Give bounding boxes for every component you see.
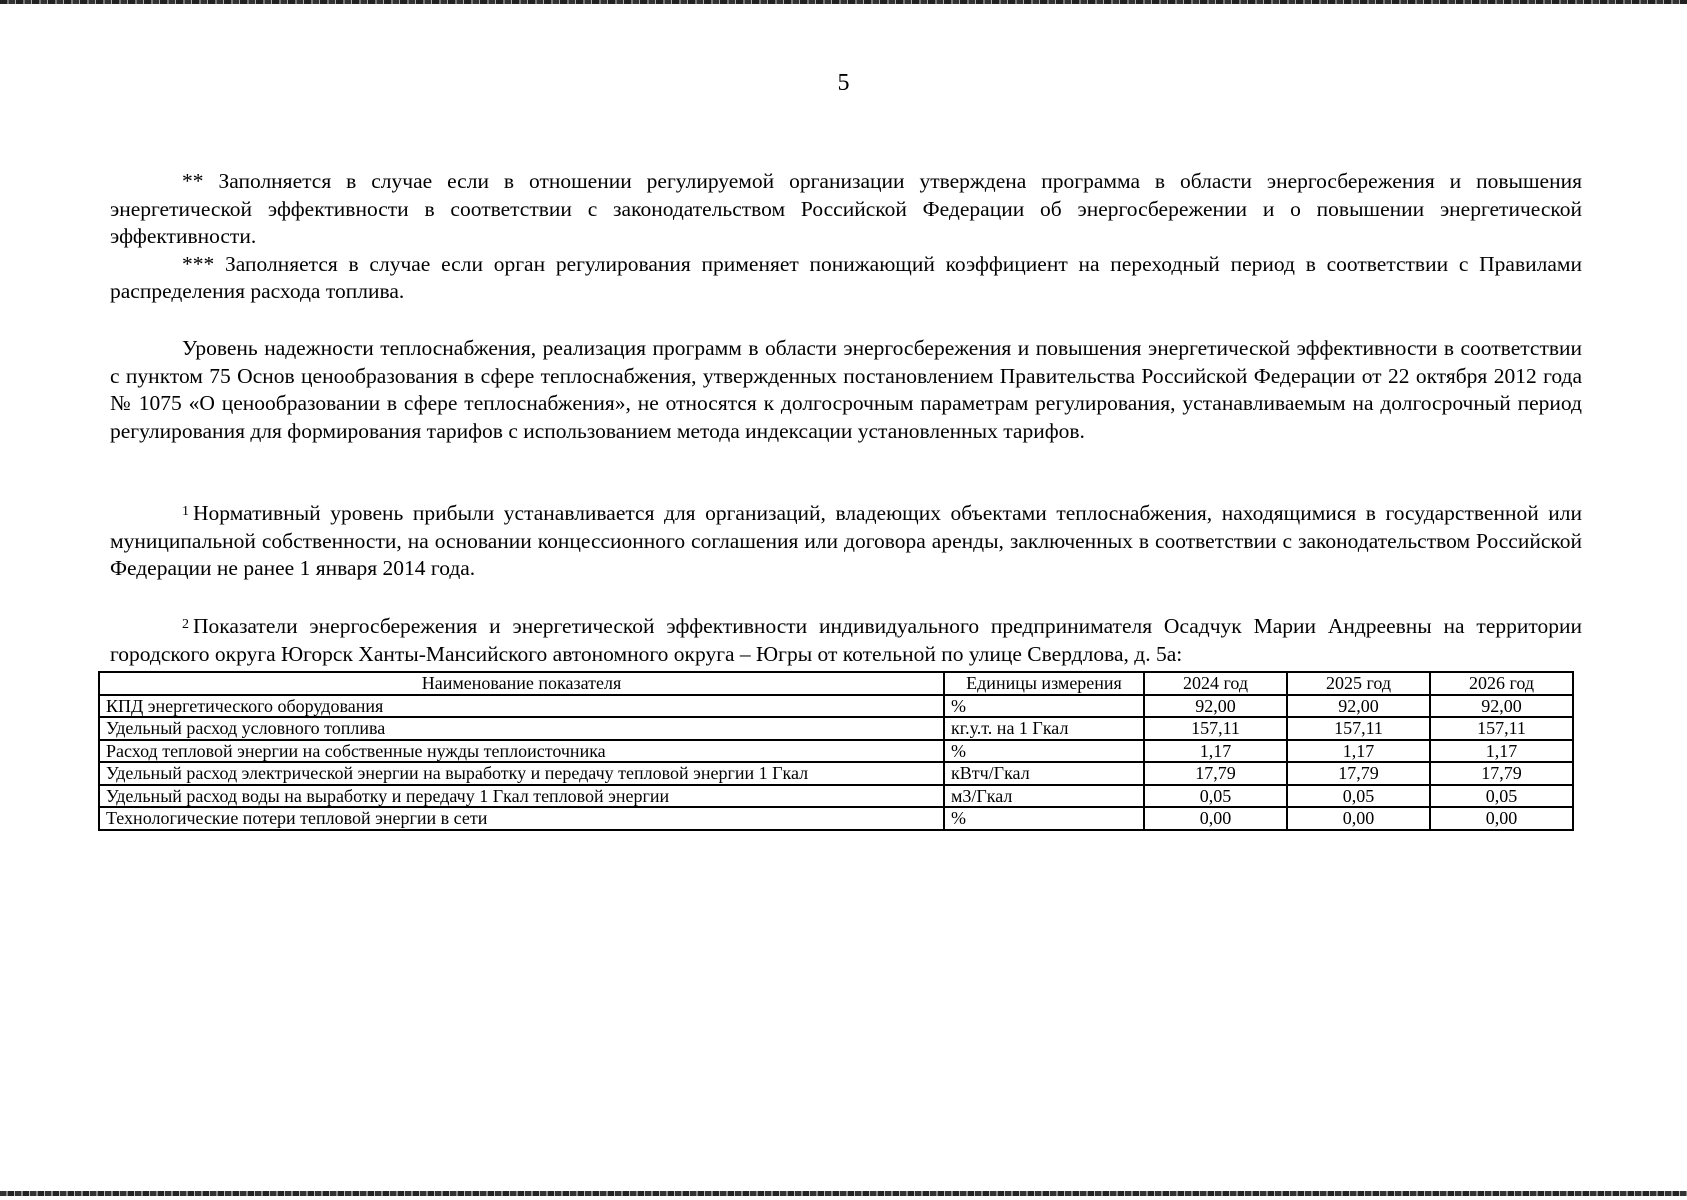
double-star-note: ** Заполняется в случае если в отношении регулируемой организации утверждена программа в области энергосбережения и повышения энергетической эффективности в соответствии с законодательством Российской Федерации об энергосбережении и о повышении энергетической эффективности.	[110, 169, 1582, 248]
row-value-2026: 1,17	[1430, 740, 1573, 763]
table-row	[99, 762, 1573, 785]
table-row	[99, 695, 1573, 718]
table-row	[99, 717, 1573, 740]
row-value-2024: 157,11	[1144, 717, 1287, 740]
scan-edge-bottom	[0, 1191, 1687, 1196]
header-name: Наименование показателя	[99, 672, 944, 695]
row-value-2026: 0,05	[1430, 785, 1573, 808]
row-unit: кВтч/Гкал	[944, 762, 1144, 785]
row-value-2025: 1,17	[1287, 740, 1430, 763]
table-header-row	[99, 672, 1573, 695]
reliability-block	[110, 335, 1582, 445]
row-value-2025: 17,79	[1287, 762, 1430, 785]
row-value-2026: 17,79	[1430, 762, 1573, 785]
row-name: Удельный расход воды на выработку и передачу 1 Гкал тепловой энергии	[99, 785, 944, 808]
reliability-paragraph: Уровень надежности теплоснабжения, реализация программ в области энергосбережения и повышения энергетической эффективности в соответствии с пунктом 75 Основ ценообразования в сфере теплоснабжения, утвержденных постановлением Правительства Российской Федерации от 22 октября 2012 года № 1075 «О ценообразовании в сфере теплоснабжения», не относятся к долгосрочным параметрам регулирования, устанавливаемым на долгосрочный период регулирования для формирования тарифов с использованием метода индексации установленных тарифов.	[110, 336, 1582, 443]
row-value-2024: 17,79	[1144, 762, 1287, 785]
row-value-2025: 0,05	[1287, 785, 1430, 808]
row-unit: м3/Гкал	[944, 785, 1144, 808]
footnote-2-mark: 2	[182, 617, 189, 632]
row-value-2024: 0,00	[1144, 807, 1287, 830]
footnote-1-block	[110, 500, 1582, 583]
header-unit: Единицы измерения	[944, 672, 1144, 695]
footnote-1-mark: 1	[182, 504, 189, 519]
header-2025: 2025 год	[1287, 672, 1430, 695]
table-row	[99, 807, 1573, 830]
footnote-2-block	[110, 613, 1582, 668]
row-value-2024: 0,05	[1144, 785, 1287, 808]
row-name: Технологические потери тепловой энергии в сети	[99, 807, 944, 830]
triple-star-note: *** Заполняется в случае если орган регулирования применяет понижающий коэффициент на переходный период в соответствии с Правилами распределения расхода топлива.	[110, 251, 1582, 303]
scan-edge-top	[0, 0, 1687, 4]
row-unit: %	[944, 740, 1144, 763]
row-value-2025: 92,00	[1287, 695, 1430, 718]
footnote-1-text: Нормативный уровень прибыли устанавливается для организаций, владеющих объектами теплоснабжения, находящимися в государственной или муниципальной собственности, на основании концессионного соглашения или договора аренды, заключенных в соответствии с законодательством Российской Федерации не ранее 1 января 2014 года.	[110, 501, 1582, 580]
row-name: Удельный расход условного топлива	[99, 717, 944, 740]
header-2026: 2026 год	[1430, 672, 1573, 695]
footnote-2-text: Показатели энергосбережения и энергетической эффективности индивидуального предпринимателя Осадчук Марии Андреевны на территории городского округа Югорск Ханты-Мансийского автономного округа – Югры от котельной по улице Свердлова, д. 5а:	[110, 614, 1582, 666]
row-name: Удельный расход электрической энергии на выработку и передачу тепловой энергии 1 Гкал	[99, 762, 944, 785]
table-row	[99, 740, 1573, 763]
table-row	[99, 785, 1573, 808]
row-value-2024: 1,17	[1144, 740, 1287, 763]
row-name: КПД энергетического оборудования	[99, 695, 944, 718]
row-value-2025: 157,11	[1287, 717, 1430, 740]
row-value-2024: 92,00	[1144, 695, 1287, 718]
page-number: 5	[837, 70, 850, 96]
row-name: Расход тепловой энергии на собственные нужды теплоисточника	[99, 740, 944, 763]
row-unit: кг.у.т. на 1 Гкал	[944, 717, 1144, 740]
footnote-1	[110, 500, 1582, 583]
row-value-2025: 0,00	[1287, 807, 1430, 830]
row-unit: %	[944, 807, 1144, 830]
row-unit: %	[944, 695, 1144, 718]
row-value-2026: 92,00	[1430, 695, 1573, 718]
header-2024: 2024 год	[1144, 672, 1287, 695]
footnote-2	[110, 613, 1582, 668]
indicators-table	[98, 671, 1574, 831]
notes-block	[110, 168, 1582, 306]
row-value-2026: 157,11	[1430, 717, 1573, 740]
row-value-2026: 0,00	[1430, 807, 1573, 830]
